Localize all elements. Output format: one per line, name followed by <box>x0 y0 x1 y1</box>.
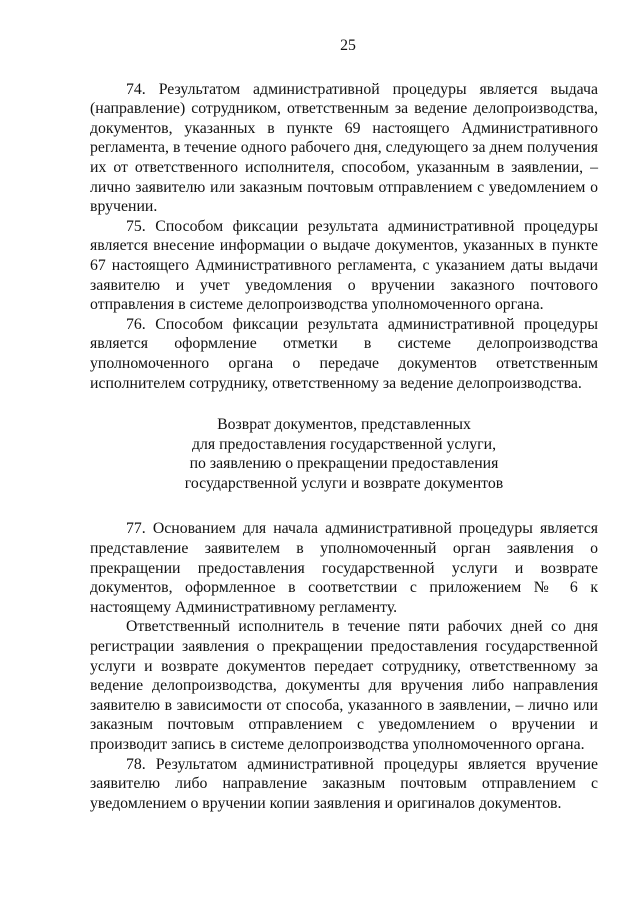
page-number: 25 <box>340 37 356 54</box>
section-heading-line: по заявлению о прекращении предоставления <box>189 455 499 473</box>
section-heading-line: Возврат документов, представленных <box>217 416 471 434</box>
paragraph-78: 78. Результатом административной процедуры является вручение заявителю либо направление заказным почтовым отправлением с уведомлением о вручении копии заявления и оригиналов документов. <box>90 755 598 812</box>
paragraph-responsible-executor: Ответственный исполнитель в течение пяти рабочих дней со дня регистрации заявления о прекращении предоставления государственной услуги и возврате документов передает сотруднику, ответственному за ведение делопроизводства, документы для вручения либо направления заявителю в зависимости от способа, указанного в заявлении, – лично или заказным почтовым отправлением с уведомлением о вручении и производит запись в системе делопроизводства уполномоченного органа. <box>90 618 598 753</box>
section-heading-line: для предоставления государственной услуги, <box>191 435 497 453</box>
paragraph-76: 76. Способом фиксации результата административной процедуры является оформление отметки в системе делопроизводства уполномоченного органа о передаче документов ответственным исполнителем сотруднику, ответственному за ведение делопроизводства. <box>90 315 598 392</box>
paragraph-77: 77. Основанием для начала административной процедуры является представление заявителем в уполномоченный орган заявления о прекращении предоставления государственной услуги и возврате документов, оформленное в соответствии с приложением № 6 к настоящему Административному регламенту. <box>90 520 598 616</box>
paragraph-74: 74. Результатом административной процедуры является выдача (направление) сотрудником, ответственным за ведение делопроизводства, документов, указанных в пункте 69 настоящего Административного регламента, в течение одного рабочего дня, следующего за днем получения их от ответственного исполнителя, способом, указанным в заявлении, – лично заявителю или заказным почтовым отправлением с уведомлением о вручении. <box>90 80 598 216</box>
paragraph-75: 75. Способом фиксации результата административной процедуры является внесение информации о выдаче документов, указанных в пункте 67 настоящего Административного регламента, с указанием даты выдачи заявителю и учет уведомления о вручении заказного почтового отправления в системе делопроизводства уполномоченного органа. <box>90 217 598 314</box>
section-heading <box>90 415 598 493</box>
section-heading-line: государственной услуги и возврате документов <box>184 474 504 492</box>
